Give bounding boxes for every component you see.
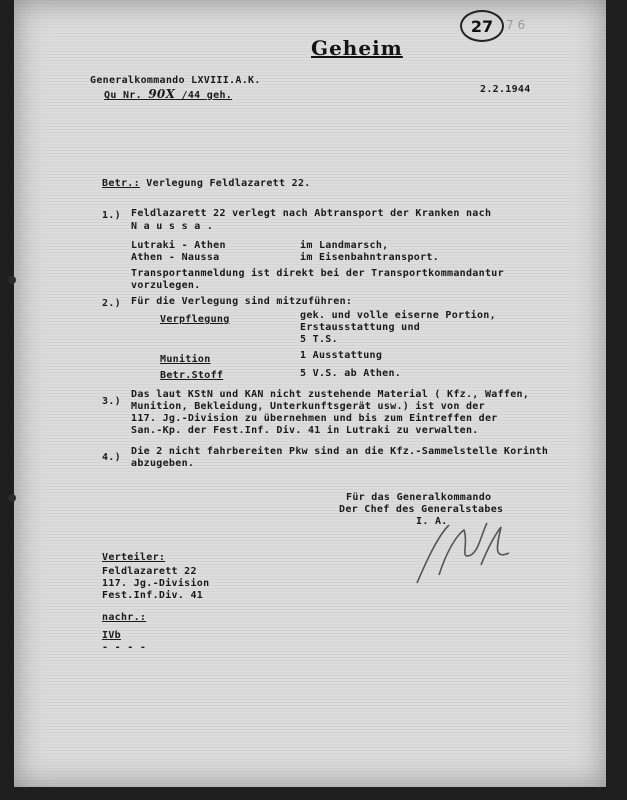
subject-label: Betr.: <box>102 178 140 189</box>
signature-line: I. A. <box>416 516 448 527</box>
sender-line: Generalkommando LXVIII.A.K. <box>90 75 261 86</box>
supply-value: 1 Ausstattung <box>300 350 383 361</box>
item-line: Feldlazarett 22 verlegt nach Abtransport der Kranken nach <box>131 208 492 219</box>
item-number: 2.) <box>102 298 121 309</box>
item-number: 3.) <box>102 396 121 407</box>
classification-heading: Geheim <box>311 36 403 60</box>
item-line: Munition, Bekleidung, Unterkunftsgerät usw.) ist von der <box>131 401 485 412</box>
item-note: Transportanmeldung ist direkt bei der Transportkommandantur <box>131 268 504 279</box>
nachr-entry: - - - - <box>102 642 147 653</box>
item-line: San.-Kp. der Fest.Inf. Div. 41 in Lutraki zu verwalten. <box>131 425 479 436</box>
item-line: Für die Verlegung sind mitzuführen: <box>131 296 353 307</box>
subject-line <box>102 178 311 189</box>
folio-faint-mark: 7 6 <box>506 18 526 32</box>
signature-line: Der Chef des Generalstabes <box>339 504 504 515</box>
subject-text: Verlegung Feldlazarett 22. <box>146 178 311 189</box>
route-from: Lutraki - Athen <box>131 240 226 251</box>
document-date: 2.2.1944 <box>480 84 531 95</box>
distribution-entry: 117. Jg.-Division <box>102 578 210 589</box>
distribution-entry: Fest.Inf.Div. 41 <box>102 590 204 601</box>
supply-value: 5 V.S. ab Athen. <box>300 368 402 379</box>
supply-label: Verpflegung <box>160 314 230 325</box>
distribution-label: Verteiler: <box>102 552 166 563</box>
item-number: 4.) <box>102 452 121 463</box>
folio-number-stamp <box>460 10 504 42</box>
supply-label: Munition <box>160 354 211 365</box>
signature-line: Für das Generalkommando <box>346 492 492 503</box>
reference-number: 90X <box>148 87 176 101</box>
item-line: abzugeben. <box>131 458 195 469</box>
supply-value: Erstausstattung und <box>300 322 421 333</box>
supply-value: gek. und volle eiserne Portion, <box>300 310 496 321</box>
distribution-entry: Feldlazarett 22 <box>102 566 197 577</box>
item-number: 1.) <box>102 210 121 221</box>
supply-label: Betr.Stoff <box>160 370 224 381</box>
reference-line <box>104 87 232 101</box>
document-page <box>14 0 606 787</box>
route-mode: im Eisenbahntransport. <box>300 252 440 263</box>
punch-hole <box>8 276 16 284</box>
nachr-label: nachr.: <box>102 612 147 623</box>
item-line: N a u s s a . <box>131 221 214 232</box>
folio-number: 27 <box>470 16 494 36</box>
item-line: 117. Jg.-Division zu übernehmen und bis zum Eintreffen der <box>131 413 498 424</box>
reference-suffix: /44 geh. <box>181 90 233 101</box>
route-mode: im Landmarsch, <box>300 240 389 251</box>
reference-prefix: Qu Nr. <box>104 90 142 101</box>
nachr-entry: IVb <box>102 630 121 641</box>
handwritten-signature <box>409 505 519 590</box>
item-line: Das laut KStN und KAN nicht zustehende Material ( Kfz., Waffen, <box>131 389 530 400</box>
punch-hole <box>8 494 16 502</box>
item-note: vorzulegen. <box>131 280 201 291</box>
item-line: Die 2 nicht fahrbereiten Pkw sind an die Kfz.-Sammelstelle Korinth <box>131 446 549 457</box>
route-from: Athen - Naussa <box>131 252 220 263</box>
supply-value: 5 T.S. <box>300 334 338 345</box>
